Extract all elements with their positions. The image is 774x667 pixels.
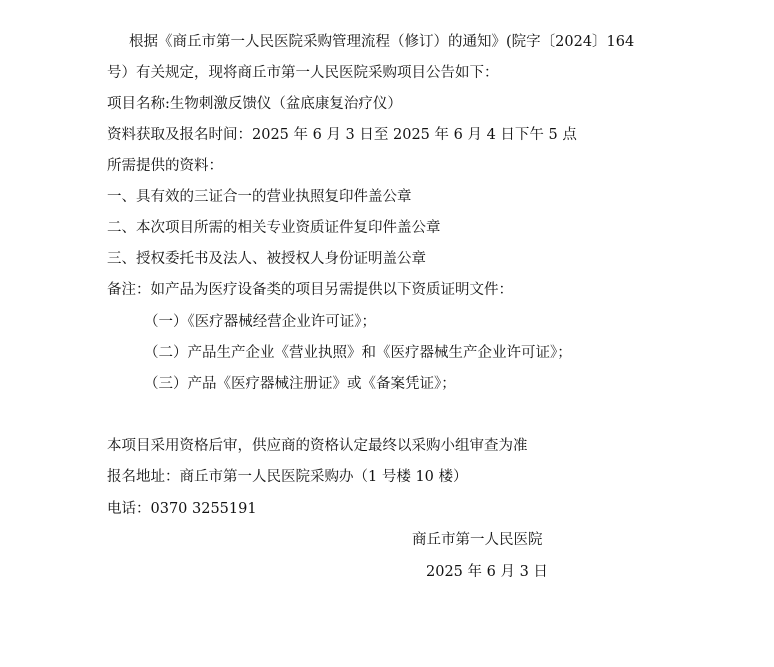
required-materials-heading: 所需提供的资料： [107,158,223,174]
contact-phone: 电话：0370 3255191 [107,501,257,517]
signature-organization: 商丘市第一人民医院 [412,532,543,548]
intro-line-1: 根据《商丘市第一人民医院采购管理流程（修订）的通知》(院字〔2024〕164 [129,34,635,50]
remark-item: （一）《医疗器械经营企业许可证》； [144,314,376,330]
registration-time: 资料获取及报名时间：2025 年 6 月 3 日至 2025 年 6 月 4 日下午 5 点 [107,127,577,143]
remark-item: （二）产品生产企业《营业执照》和《医疗器械生产企业许可证》； [144,345,572,361]
required-item: 一、具有效的三证合一的营业执照复印件盖公章 [107,189,412,205]
registration-address: 报名地址：商丘市第一人民医院采购办（1 号楼 10 楼） [107,469,468,485]
required-item: 二、本次项目所需的相关专业资质证件复印件盖公章 [107,220,441,236]
intro-line-2: 号）有关规定，现将商丘市第一人民医院采购项目公告如下： [107,65,499,81]
signature-date: 2025 年 6 月 3 日 [426,564,548,580]
required-item: 三、授权委托书及法人、被授权人身份证明盖公章 [107,251,426,267]
remark-item: （三）产品《医疗器械注册证》或《备案凭证》； [144,376,456,392]
review-note: 本项目采用资格后审，供应商的资格认定最终以采购小组审查为准 [107,438,528,454]
remark: 备注：如产品为医疗设备类的项目另需提供以下资质证明文件： [107,282,513,298]
project-name: 项目名称:生物刺激反馈仪（盆底康复治疗仪） [107,96,402,112]
